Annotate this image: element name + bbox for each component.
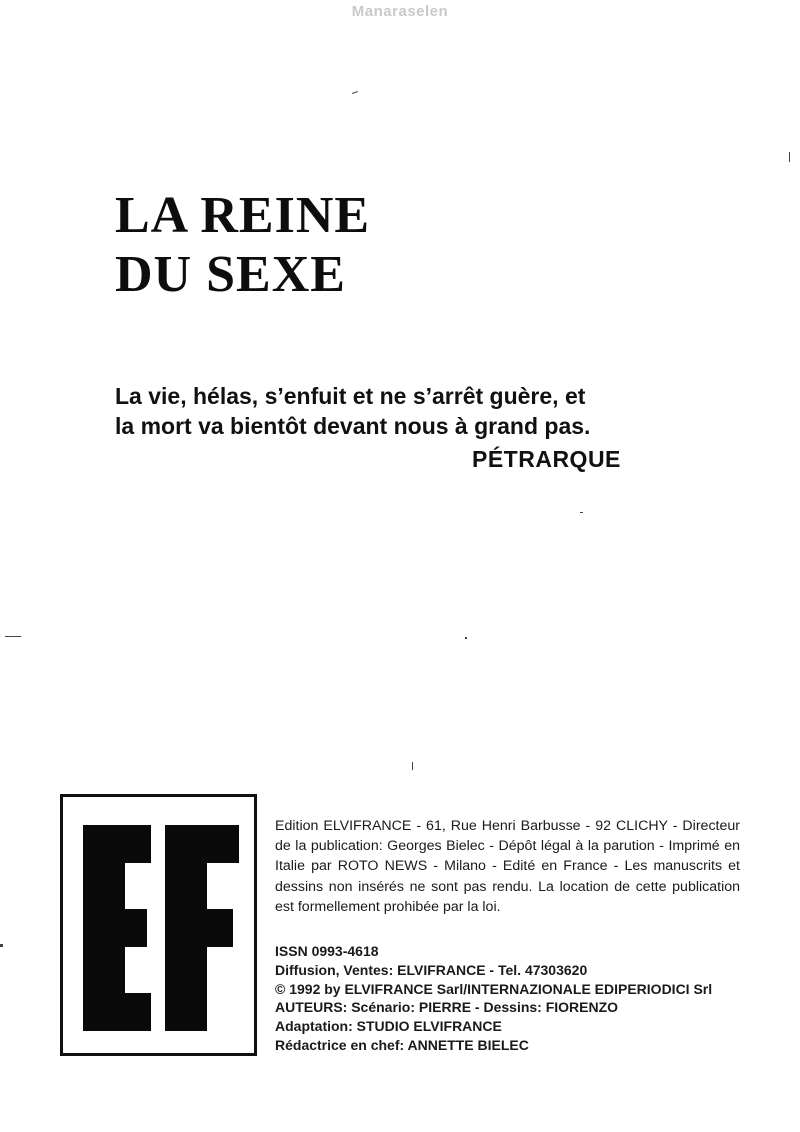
publisher-logo — [60, 794, 257, 1056]
authors: AUTEURS: Scénario: PIERRE - Dessins: FIORENZO — [275, 999, 619, 1016]
issn: ISSN 0993-4618 — [275, 943, 379, 959]
watermark: Manaraselen — [351, 3, 449, 20]
credits-block — [275, 942, 755, 1055]
scan-speck — [5, 636, 21, 637]
logo-text: EF — [63, 797, 65, 798]
title-line-2: DU SEXE — [115, 246, 346, 303]
quote-author: PÉTRARQUE — [472, 446, 621, 472]
editor-in-chief: Rédactrice en chef: ANNETTE BIELEC — [275, 1036, 529, 1053]
adaptation: Adaptation: STUDIO ELVIFRANCE — [275, 1018, 502, 1035]
scan-speck — [789, 152, 790, 162]
quote-line-1: La vie, hélas, s’enfuit et ne s’arrêt guère, et — [115, 383, 586, 409]
scan-speck — [0, 944, 3, 947]
diffusion: Diffusion, Ventes: ELVIFRANCE - Tel. 47303620 — [275, 961, 588, 978]
scan-speck — [412, 762, 413, 770]
epigraph-quote — [115, 381, 715, 441]
ef-logo-icon — [63, 797, 254, 1053]
scan-speck — [465, 637, 467, 639]
imprint-text: Edition ELVIFRANCE - 61, Rue Henri Barbusse - 92 CLICHY - Directeur de la publication: Georges Bielec - Dépôt légal à la parution - Imprimé en Italie par ROTO NEWS - Milano - Edité en France - Les manuscrits et dessins non insérés ne sont pas rendu. La location de cette publication est formellement prohibée par la loi. — [275, 818, 740, 915]
copyright: © 1992 by ELVIFRANCE Sarl/INTERNAZIONALE EDIPERIODICI Srl — [275, 980, 713, 997]
title-line-1: LA REINE — [115, 187, 371, 244]
page-title — [115, 186, 370, 304]
scan-speck — [580, 512, 583, 513]
scan-speck — [352, 91, 358, 94]
quote-line-2: la mort va bientôt devant nous à grand pas. — [115, 413, 591, 439]
